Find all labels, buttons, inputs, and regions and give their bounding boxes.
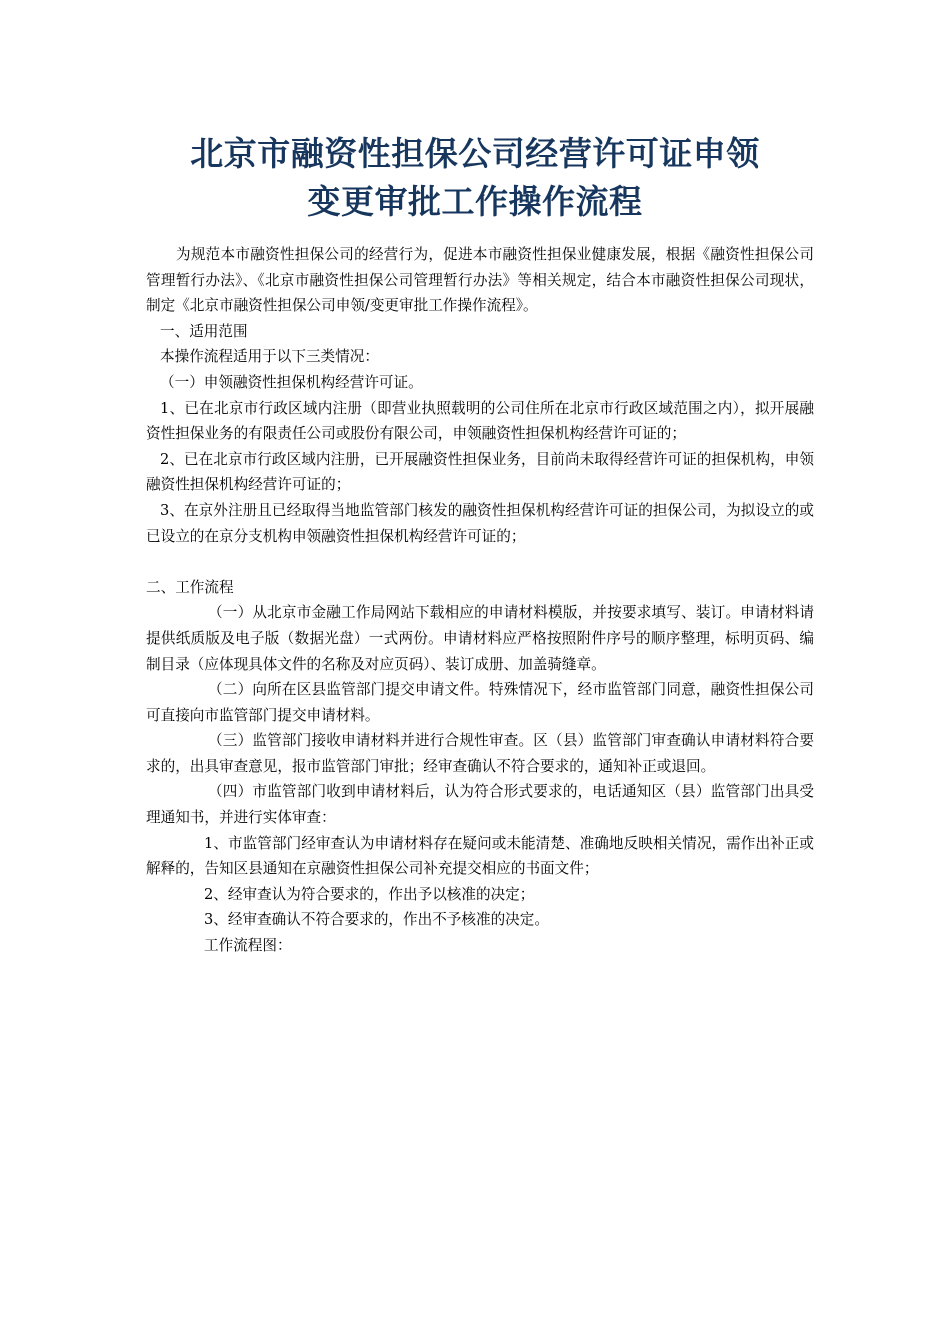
review-substep-1: 1、市监管部门经审查认为申请材料存在疑问或未能清楚、准确地反映相关情况，需作出补正或解释的，告知区县通知在京融资性担保公司补充提交相应的书面文件； [146, 834, 814, 878]
section-1-subheading: （一）申领融资性担保机构经营许可证。 [160, 373, 423, 391]
flowchart-label: 工作流程图： [204, 937, 292, 955]
review-substep-2: 2、经审查认为符合要求的，作出予以核准的决定； [204, 885, 535, 903]
section-2-heading: 二、工作流程 [146, 578, 234, 596]
process-step-2: （二）向所在区县监管部门提交申请文件。特殊情况下，经市监管部门同意，融资性担保公司可直接向市监管部门提交申请材料。 [146, 681, 814, 724]
process-step-3: （三）监管部门接收申请材料并进行合规性审查。区（县）监管部门审查确认申请材料符合要求的，出具审查意见，报市监管部门审批；经审查确认不符合要求的，通知补正或退回。 [146, 732, 814, 775]
process-step-4: （四）市监管部门收到申请材料后，认为符合形式要求的，电话通知区（县）监管部门出具受理通知书，并进行实体审查： [146, 783, 814, 827]
section-1-heading: 一、适用范围 [160, 322, 248, 340]
process-step-1: （一）从北京市金融工作局网站下载相应的申请材料模版，并按要求填写、装订。申请材料请提供纸质版及电子版（数据光盘）一式两份。申请材料应严格按照附件序号的顺序整理，标明页码、编制目录（应体现具体文件的名称及对应页码）、装订成册、加盖骑缝章。 [146, 604, 814, 673]
document-title-line-2: 变更审批工作操作流程 [307, 182, 643, 221]
document-title-line-1: 北京市融资性担保公司经营许可证申领 [190, 134, 760, 173]
review-substep-3: 3、经审查确认不符合要求的，作出不予核准的决定。 [204, 911, 549, 929]
scope-item-2: 2、已在北京市行政区域内注册，已开展融资性担保业务，目前尚未取得经营许可证的担保机构，申领融资性担保机构经营许可证的； [146, 450, 814, 494]
paragraph-gap [146, 549, 814, 575]
document-body [146, 242, 814, 959]
scope-item-1: 1、已在北京市行政区域内注册（即营业执照载明的公司住所在北京市行政区域范围之内），拟开展融资性担保业务的有限责任公司或股份有限公司，申领融资性担保机构经营许可证的； [146, 399, 814, 443]
intro-paragraph: 为规范本市融资性担保公司的经营行为，促进本市融资性担保业健康发展，根据《融资性担保公司管理暂行办法》、《北京市融资性担保公司管理暂行办法》等相关规定，结合本市融资性担保公司现状，制定《北京市融资性担保公司申领/变更审批工作操作流程》。 [146, 246, 814, 315]
scope-item-3: 3、在京外注册且已经取得当地监管部门核发的融资性担保机构经营许可证的担保公司，为拟设立的或已设立的在京分支机构申领融资性担保机构经营许可证的； [146, 501, 814, 545]
section-1-lead: 本操作流程适用于以下三类情况： [160, 348, 379, 366]
